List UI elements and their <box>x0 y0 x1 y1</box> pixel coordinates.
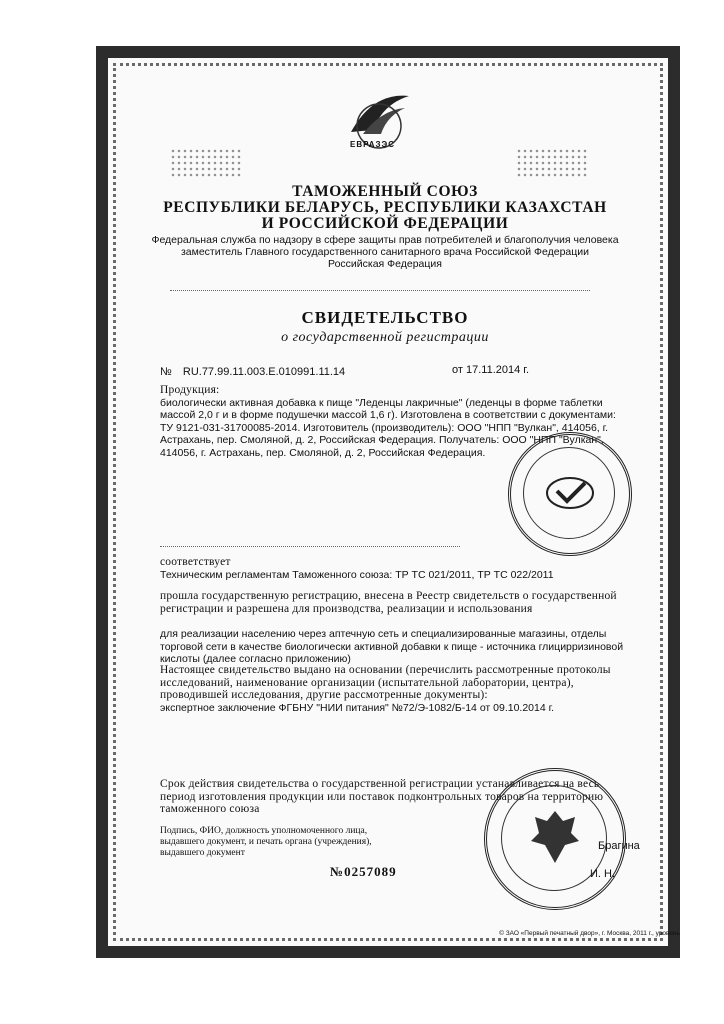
divider-top <box>170 290 590 291</box>
header-line-1: ТАМОЖЕННЫЙ СОЮЗ <box>292 183 478 200</box>
conformity-label: соответствует <box>160 556 231 568</box>
registration-number-row <box>160 366 345 378</box>
divider-middle <box>160 546 460 547</box>
product-label: Продукция: <box>160 384 220 396</box>
date-prefix: от <box>452 364 463 376</box>
coat-of-arms-icon <box>529 807 581 867</box>
header-line-2: РЕСПУБЛИКИ БЕЛАРУСЬ, РЕСПУБЛИКИ КАЗАХСТАН <box>163 199 607 216</box>
agency-line-2: заместитель Главного государственного санитарного врача Российской Федерации <box>180 246 590 258</box>
expert-conclusion: экспертное заключение ФГБНУ "НИИ питания" №72/Э-1082/Б-14 от 09.10.2014 г. <box>160 702 555 714</box>
serial-number: №0257089 <box>330 864 397 879</box>
issued-basis-text: Настоящее свидетельство выдано на основании (перечислить рассмотренные протоколы исследований, наименование организации (испытательной лаборатории, центра), проводившей исследования, другие рассмотренные документы): <box>160 664 611 701</box>
ornament-right <box>516 148 588 178</box>
official-seal-bottom <box>484 768 626 910</box>
certificate-title: СВИДЕТЕЛЬСТВО <box>301 308 469 327</box>
validity-text: Срок действия свидетельства о государственной регистрации устанавливается на весь период изготовления продукции или поставок подконтрольных товаров на территорию таможенного союза <box>160 778 604 815</box>
checkmark-seal-icon <box>545 475 595 511</box>
number-prefix: № <box>160 366 172 378</box>
header-line-3: И РОССИЙСКОЙ ФЕДЕРАЦИИ <box>261 215 509 232</box>
certificate-subtitle: о государственной регистрации <box>281 330 489 345</box>
official-stamp-top <box>508 432 632 556</box>
signature-caption: Подпись, ФИО, должность уполномоченного лица, выдавшего документ, и печать органа (учреждения), выдавшего документ <box>160 826 372 858</box>
usage-text: для реализации населению через аптечную сеть и специализированные магазины, отделы торговой сети в качестве биологически активной добавки к пище - источника глицирризиновой кислоты (далее согласно приложению) <box>160 628 624 665</box>
passed-text: прошла государственную регистрацию, внесена в Реестр свидетельств о государственной регистрации и разрешена для производства, реализации и использования <box>160 590 617 615</box>
agency-line-1: Федеральная служба по надзору в сфере защиты прав потребителей и благополучия человека <box>151 234 619 246</box>
agency-line-3: Российская Федерация <box>328 258 442 270</box>
logo-text: ЕВРАЗЭС <box>350 140 396 149</box>
signer-initials: И. Н. <box>590 868 616 880</box>
registration-date-row <box>452 364 529 376</box>
conformity-text: Техническим регламентам Таможенного союза: ТР ТС 021/2011, ТР ТС 022/2011 <box>160 568 554 581</box>
printer-note: © ЗАО «Первый печатный двор», г. Москва, 2011 г., уровень <box>499 930 680 937</box>
registration-number: RU.77.99.11.003.E.010991.11.14 <box>182 366 346 378</box>
registration-date: 17.11.2014 г. <box>465 364 530 376</box>
conformity-section <box>160 556 630 581</box>
product-text: биологически активная добавка к пище "Леденцы лакричные" (леденцы в форме таблетки массой 2,0 г и в форме подушечки массой 1,6 г). Изготовлена в соответствии с документами: ТУ 9121-031-31700085-2014. Изготовитель (производитель): ООО "НПП "Вулкан", 414056, г. Астрахань, пер. Смоляной, д. 2, Российская Федерация. Получатель: ООО "НПП "Вулкан", 414056, г. Астрахань, пер. Смоляной, д. 2, Российская Федерация. <box>160 396 616 459</box>
ornament-left <box>170 148 242 178</box>
signer-name: Брагина <box>598 840 640 852</box>
